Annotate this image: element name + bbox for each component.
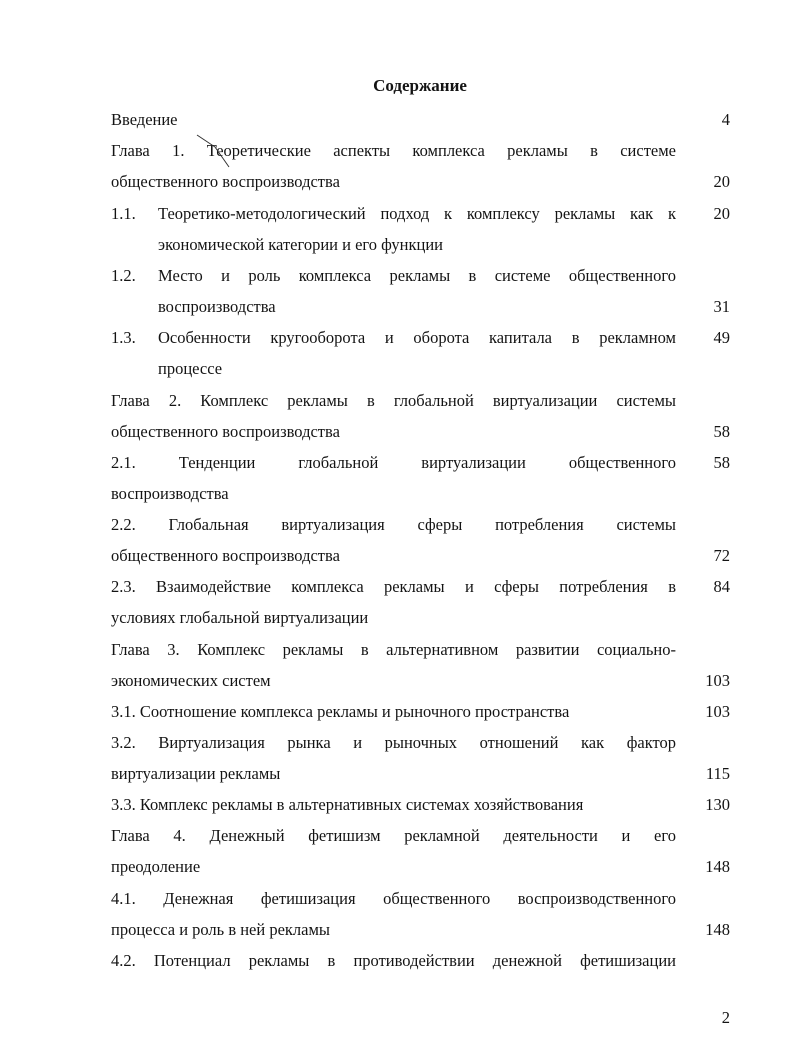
toc-section-1-1-cont: экономической категории и его функции: [158, 235, 444, 254]
toc-page: 58: [713, 453, 730, 472]
toc-section-1-1: Теоретико-методологический подход к комплексу рекламы как к: [158, 204, 676, 223]
toc-section-2-1: 2.1. Тенденции глобальной виртуализации общественного: [111, 453, 676, 472]
toc-page: 58: [713, 422, 730, 441]
toc-section-3-3: 3.3. Комплекс рекламы в альтернативных системах хозяйствования: [111, 795, 584, 814]
toc-entry-intro: Введение: [111, 110, 178, 129]
toc-section-4-2: 4.2. Потенциал рекламы в противодействии денежной фетишизации: [111, 951, 676, 970]
page-number: 2: [721, 1008, 730, 1027]
toc-section-number: 1.1.: [111, 204, 136, 223]
toc-chapter-2: Глава 2. Комплекс рекламы в глобальной виртуализации системы: [111, 391, 676, 410]
toc-page: 84: [713, 577, 730, 596]
toc-section-4-1-cont: процесса и роль в ней рекламы: [111, 920, 331, 939]
toc-chapter-1-cont: общественного воспроизводства: [111, 172, 340, 191]
toc-section-4-1: 4.1. Денежная фетишизация общественного воспроизводственного: [111, 889, 676, 908]
toc-section-1-2: Место и роль комплекса рекламы в системе общественного: [158, 266, 676, 285]
toc-page: 103: [705, 702, 730, 721]
toc-page: 4: [721, 110, 730, 129]
toc-page: 72: [713, 546, 730, 565]
toc-chapter-1: Глава 1. Теоретические аспекты комплекса рекламы в системе: [111, 141, 676, 160]
toc-page: 49: [713, 328, 730, 347]
handwritten-tick-mark: [195, 133, 235, 169]
toc-page: 31: [713, 297, 730, 316]
toc-page: 148: [705, 920, 730, 939]
toc-page: 115: [705, 764, 730, 783]
toc-section-number: 1.3.: [111, 328, 136, 347]
toc-section-2-3-cont: условиях глобальной виртуализации: [111, 608, 369, 627]
toc-section-3-1: 3.1. Соотношение комплекса рекламы и рыночного пространства: [111, 702, 570, 721]
toc-section-1-3-cont: процессе: [158, 359, 223, 378]
toc-page: 20: [713, 204, 730, 223]
toc-section-2-3: 2.3. Взаимодействие комплекса рекламы и сферы потребления в: [111, 577, 676, 596]
toc-section-2-1-cont: воспроизводства: [111, 484, 229, 503]
toc-section-3-2-cont: виртуализации рекламы: [111, 764, 281, 783]
page-title: Содержание: [373, 76, 467, 95]
toc-section-1-2-cont: воспроизводства: [158, 297, 276, 316]
toc-chapter-4-cont: преодоление: [111, 857, 201, 876]
toc-page: 148: [705, 857, 730, 876]
toc-page: 20: [713, 172, 730, 191]
toc-chapter-3: Глава 3. Комплекс рекламы в альтернативном развитии социально-: [111, 640, 676, 659]
toc-page: 130: [705, 795, 730, 814]
toc-chapter-4: Глава 4. Денежный фетишизм рекламной деятельности и его: [111, 826, 676, 845]
toc-section-2-2-cont: общественного воспроизводства: [111, 546, 340, 565]
toc-section-3-2: 3.2. Виртуализация рынка и рыночных отношений как фактор: [111, 733, 676, 752]
toc-chapter-2-cont: общественного воспроизводства: [111, 422, 340, 441]
toc-section-number: 1.2.: [111, 266, 136, 285]
toc-section-2-2: 2.2. Глобальная виртуализация сферы потребления системы: [111, 515, 676, 534]
toc-page: 103: [705, 671, 730, 690]
toc-section-1-3: Особенности кругооборота и оборота капитала в рекламном: [158, 328, 676, 347]
toc-chapter-3-cont: экономических систем: [111, 671, 271, 690]
